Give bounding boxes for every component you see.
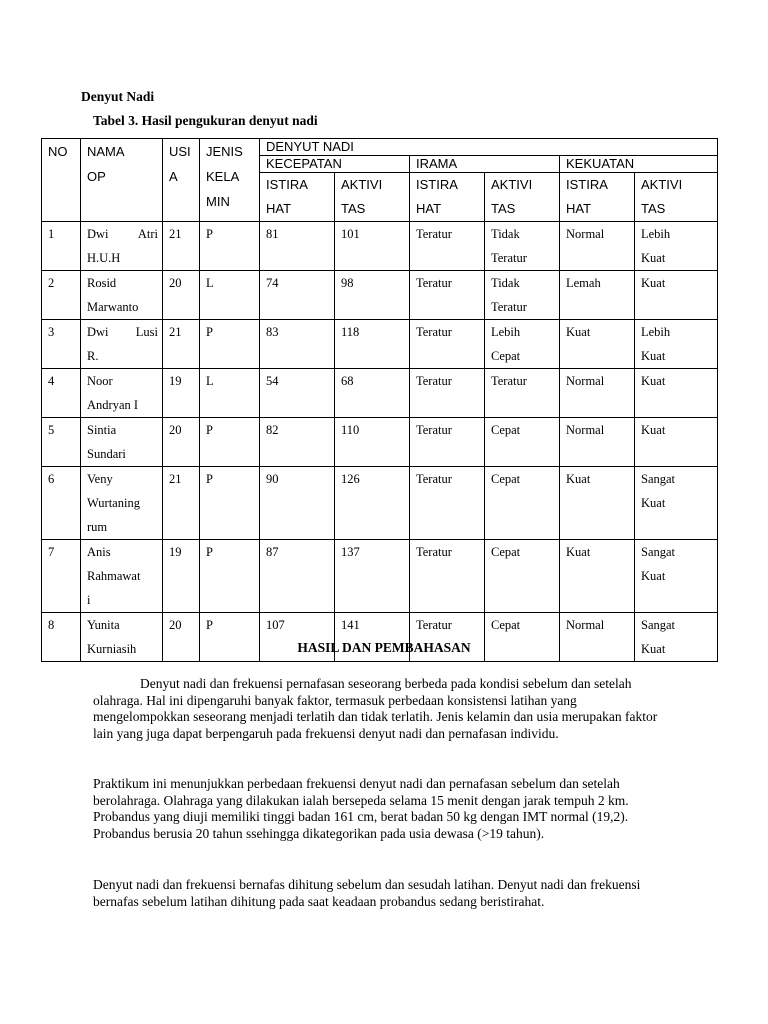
cell-kecepatan-aktivitas: 98 bbox=[335, 271, 410, 320]
cell-kekuatan-aktivitas: Sangat Kuat bbox=[635, 613, 718, 662]
cell-kecepatan-istirahat: 90 bbox=[260, 467, 335, 540]
cell-jenis-kelamin: P bbox=[200, 540, 260, 613]
cell-kekuatan-istirahat: Normal bbox=[560, 222, 635, 271]
header-irama: IRAMA bbox=[410, 156, 560, 173]
cell-usia: 21 bbox=[163, 222, 200, 271]
cell-kekuatan-aktivitas: Kuat bbox=[635, 418, 718, 467]
header-jenis-kelamin: JENIS KELA MIN bbox=[200, 139, 260, 222]
cell-kecepatan-istirahat: 74 bbox=[260, 271, 335, 320]
cell-kekuatan-istirahat: Kuat bbox=[560, 320, 635, 369]
cell-kecepatan-aktivitas: 126 bbox=[335, 467, 410, 540]
cell-kekuatan-istirahat: Kuat bbox=[560, 540, 635, 613]
paragraph: Denyut nadi dan frekuensi bernafas dihitung sebelum dan sesudah latihan. Denyut nadi dan frekuensi bernafas sebelum latihan dihitung pada saat keadaan probandus sedang beristirahat. bbox=[93, 877, 641, 909]
cell-irama-aktivitas: Teratur bbox=[485, 369, 560, 418]
cell-no: 4 bbox=[42, 369, 81, 418]
cell-kecepatan-aktivitas: 68 bbox=[335, 369, 410, 418]
cell-nama: Sintia Sundari bbox=[81, 418, 163, 467]
cell-kecepatan-aktivitas: 141 bbox=[335, 613, 410, 662]
cell-irama-istirahat: Teratur bbox=[410, 271, 485, 320]
cell-no: 1 bbox=[42, 222, 81, 271]
cell-kekuatan-aktivitas: Kuat bbox=[635, 271, 718, 320]
header-kecepatan-aktivitas: AKTIVI TAS bbox=[335, 173, 410, 222]
cell-jenis-kelamin: P bbox=[200, 320, 260, 369]
cell-jenis-kelamin: P bbox=[200, 613, 260, 662]
cell-irama-aktivitas: Cepat bbox=[485, 540, 560, 613]
cell-kekuatan-istirahat: Lemah bbox=[560, 271, 635, 320]
cell-usia: 20 bbox=[163, 271, 200, 320]
cell-irama-aktivitas: Lebih Cepat bbox=[485, 320, 560, 369]
cell-nama: Rosid Marwanto bbox=[81, 271, 163, 320]
cell-irama-istirahat: Teratur bbox=[410, 613, 485, 662]
table-row bbox=[42, 320, 718, 369]
table-row bbox=[42, 540, 718, 613]
cell-jenis-kelamin: P bbox=[200, 467, 260, 540]
table-row bbox=[42, 418, 718, 467]
cell-irama-aktivitas: Tidak Teratur bbox=[485, 271, 560, 320]
cell-kekuatan-istirahat: Normal bbox=[560, 613, 635, 662]
cell-kekuatan-istirahat: Normal bbox=[560, 418, 635, 467]
cell-nama: Anis Rahmawat i bbox=[81, 540, 163, 613]
cell-no: 2 bbox=[42, 271, 81, 320]
cell-jenis-kelamin: L bbox=[200, 369, 260, 418]
table-caption: Tabel 3. Hasil pengukuran denyut nadi bbox=[93, 113, 318, 128]
table-row bbox=[42, 467, 718, 540]
cell-kekuatan-aktivitas: Sangat Kuat bbox=[635, 467, 718, 540]
cell-kecepatan-istirahat: 81 bbox=[260, 222, 335, 271]
cell-nama: Dwi Atri H.U.H bbox=[81, 222, 163, 271]
cell-irama-aktivitas: Cepat bbox=[485, 613, 560, 662]
section-title: HASIL DAN PEMBAHASAN bbox=[297, 640, 471, 655]
cell-irama-istirahat: Teratur bbox=[410, 467, 485, 540]
header-usia: USI A bbox=[163, 139, 200, 222]
cell-irama-istirahat: Teratur bbox=[410, 222, 485, 271]
header-row-1 bbox=[42, 139, 718, 156]
cell-kekuatan-aktivitas: Lebih Kuat bbox=[635, 320, 718, 369]
cell-nama: Dwi Lusi R. bbox=[81, 320, 163, 369]
header-irama-istirahat: ISTIRA HAT bbox=[410, 173, 485, 222]
cell-usia: 19 bbox=[163, 540, 200, 613]
cell-nama: Yunita Kurniasih bbox=[81, 613, 163, 662]
paragraph: Praktikum ini menunjukkan perbedaan frekuensi denyut nadi dan pernafasan sebelum dan setelah berolahraga. Olahraga yang dilakukan ialah bersepeda selama 15 menit dengan jarak tempuh 2 km. Probandus yang diuji memiliki tinggi badan 161 cm, berat badan 50 kg dengan IMT normal (19,2). Probandus berusia 20 tahun ssehingga dikategorikan pada usia dewasa (>19 tahun). bbox=[93, 776, 629, 841]
cell-jenis-kelamin: L bbox=[200, 271, 260, 320]
cell-usia: 21 bbox=[163, 467, 200, 540]
cell-irama-istirahat: Teratur bbox=[410, 540, 485, 613]
cell-kekuatan-aktivitas: Lebih Kuat bbox=[635, 222, 718, 271]
cell-usia: 19 bbox=[163, 369, 200, 418]
cell-kecepatan-istirahat: 82 bbox=[260, 418, 335, 467]
table-row bbox=[42, 271, 718, 320]
cell-kekuatan-aktivitas: Sangat Kuat bbox=[635, 540, 718, 613]
header-nama: NAMA OP bbox=[81, 139, 163, 222]
cell-irama-istirahat: Teratur bbox=[410, 418, 485, 467]
cell-kekuatan-istirahat: Normal bbox=[560, 369, 635, 418]
cell-no: 6 bbox=[42, 467, 81, 540]
header-denyut-nadi: DENYUT NADI bbox=[260, 139, 718, 156]
table-row bbox=[42, 222, 718, 271]
cell-jenis-kelamin: P bbox=[200, 418, 260, 467]
cell-irama-aktivitas: Tidak Teratur bbox=[485, 222, 560, 271]
cell-usia: 21 bbox=[163, 320, 200, 369]
cell-kecepatan-aktivitas: 137 bbox=[335, 540, 410, 613]
cell-kecepatan-aktivitas: 110 bbox=[335, 418, 410, 467]
header-kecepatan: KECEPATAN bbox=[260, 156, 410, 173]
cell-irama-istirahat: Teratur bbox=[410, 369, 485, 418]
cell-usia: 20 bbox=[163, 613, 200, 662]
cell-no: 3 bbox=[42, 320, 81, 369]
header-kekuatan: KEKUATAN bbox=[560, 156, 718, 173]
cell-nama: Noor Andryan I bbox=[81, 369, 163, 418]
paragraph: Denyut nadi dan frekuensi pernafasan seseorang berbeda pada kondisi sebelum dan setelah olahraga. Hal ini dipengaruhi banyak faktor, termasuk perbedaan konsistensi latihan yang mengelompokkan seseorang menjadi terlatih dan tidak terlatih. Jenis kelamin dan usia merupakan faktor lain yang juga dapat berpengaruh pada frekuensi denyut nadi dan pernafasan individu. bbox=[93, 676, 658, 741]
document-title: Denyut Nadi bbox=[81, 89, 155, 104]
header-kekuatan-aktivitas: AKTIVI TAS bbox=[635, 173, 718, 222]
cell-kekuatan-aktivitas: Kuat bbox=[635, 369, 718, 418]
cell-usia: 20 bbox=[163, 418, 200, 467]
header-no: NO bbox=[42, 139, 81, 222]
cell-kecepatan-aktivitas: 118 bbox=[335, 320, 410, 369]
cell-jenis-kelamin: P bbox=[200, 222, 260, 271]
pulse-table bbox=[41, 138, 718, 662]
header-irama-aktivitas: AKTIVI TAS bbox=[485, 173, 560, 222]
cell-irama-aktivitas: Cepat bbox=[485, 418, 560, 467]
cell-kecepatan-istirahat: 107 bbox=[260, 613, 335, 662]
cell-no: 8 bbox=[42, 613, 81, 662]
cell-no: 7 bbox=[42, 540, 81, 613]
cell-kecepatan-istirahat: 87 bbox=[260, 540, 335, 613]
cell-kecepatan-istirahat: 54 bbox=[260, 369, 335, 418]
cell-irama-istirahat: Teratur bbox=[410, 320, 485, 369]
cell-kecepatan-istirahat: 83 bbox=[260, 320, 335, 369]
cell-kecepatan-aktivitas: 101 bbox=[335, 222, 410, 271]
cell-nama: Veny Wurtaning rum bbox=[81, 467, 163, 540]
cell-irama-aktivitas: Cepat bbox=[485, 467, 560, 540]
header-kecepatan-istirahat: ISTIRA HAT bbox=[260, 173, 335, 222]
table-row bbox=[42, 369, 718, 418]
cell-kekuatan-istirahat: Kuat bbox=[560, 467, 635, 540]
cell-no: 5 bbox=[42, 418, 81, 467]
header-kekuatan-istirahat: ISTIRA HAT bbox=[560, 173, 635, 222]
